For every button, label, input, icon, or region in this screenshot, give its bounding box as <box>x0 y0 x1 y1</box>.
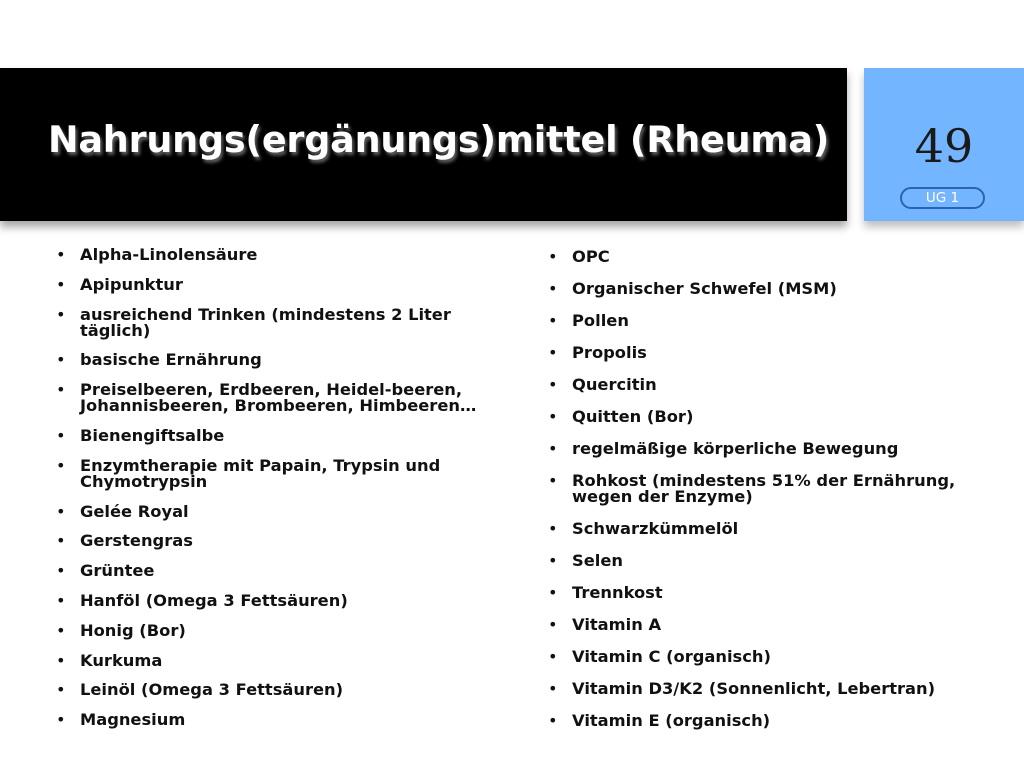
list-item <box>56 712 526 728</box>
bullet-icon: • <box>56 425 66 445</box>
bullet-icon: • <box>56 501 66 521</box>
list-item-text: Vitamin C (organisch) <box>572 647 771 666</box>
list-item-text: Hanföl (Omega 3 Fettsäuren) <box>80 590 348 610</box>
list-item-text: Organischer Schwefel (MSM) <box>572 279 837 298</box>
bullet-icon: • <box>56 650 66 670</box>
list-item-text: Trennkost <box>572 583 663 602</box>
bullet-icon: • <box>548 647 558 666</box>
bullet-icon: • <box>548 343 558 362</box>
list-item-text: Grüntee <box>80 561 155 581</box>
list-item-text: Preiselbeeren, Erdbeeren, Heidel-beeren, Johannisbeeren, Brombeeren, Himbeeren… <box>80 380 477 416</box>
bullet-icon: • <box>56 245 66 264</box>
bullet-icon: • <box>56 380 66 400</box>
list-item <box>548 313 988 329</box>
list-item <box>56 274 526 294</box>
bullet-icon: • <box>56 620 66 640</box>
bullet-icon: • <box>56 561 66 581</box>
list-item <box>548 649 988 665</box>
list-item <box>548 681 988 697</box>
bullet-icon: • <box>56 455 66 475</box>
list-item <box>56 425 526 445</box>
list-item-text: Leinöl (Omega 3 Fettsäuren) <box>80 680 344 700</box>
bullet-icon: • <box>548 615 558 634</box>
list-item-text: ausreichend Trinken (mindestens 2 Liter täglich) <box>80 304 451 340</box>
bullet-icon: • <box>56 531 66 551</box>
slide-number: 49 <box>914 119 974 173</box>
bullet-icon: • <box>548 439 558 458</box>
list-item-text: Gerstengras <box>80 531 193 551</box>
list-item <box>548 617 988 633</box>
bullet-icon: • <box>56 590 66 610</box>
left-bullet-list <box>56 247 526 742</box>
list-item-text: OPC <box>572 247 610 266</box>
bullet-icon: • <box>548 311 558 330</box>
right-bullet-list <box>548 249 988 745</box>
list-item <box>56 382 526 414</box>
bullet-icon: • <box>548 279 558 298</box>
list-item <box>56 650 526 670</box>
list-item-text: Schwarzkümmelöl <box>572 519 739 538</box>
bullet-icon: • <box>548 551 558 570</box>
list-item <box>56 620 526 640</box>
list-item <box>548 409 988 425</box>
list-item-text: Gelée Royal <box>80 501 189 521</box>
bullet-icon: • <box>56 274 66 294</box>
list-item-text: Pollen <box>572 311 629 330</box>
slide-title: Nahrungs(ergänungs)mittel (Rheuma) <box>48 118 830 161</box>
list-item <box>56 352 526 368</box>
list-item <box>56 590 526 610</box>
list-item-text: Vitamin A <box>572 615 662 634</box>
list-item-text: Honig (Bor) <box>80 620 186 640</box>
list-item <box>548 553 988 569</box>
bullet-icon: • <box>548 407 558 426</box>
list-item <box>548 345 988 361</box>
bullet-icon: • <box>548 679 558 698</box>
bullet-icon: • <box>548 711 558 730</box>
list-item-text: Apipunktur <box>80 274 183 294</box>
bullet-icon: • <box>56 304 66 324</box>
list-item-text: Selen <box>572 551 623 570</box>
list-item <box>56 533 526 549</box>
list-item <box>56 304 526 340</box>
list-item <box>548 713 988 729</box>
list-item <box>548 521 988 537</box>
list-item <box>56 247 526 263</box>
list-item <box>56 455 526 491</box>
list-item <box>548 585 988 601</box>
list-item <box>548 473 988 505</box>
list-item <box>548 281 988 297</box>
ug-badge: UG 1 <box>900 187 985 209</box>
list-item <box>56 563 526 579</box>
bullet-icon: • <box>548 471 558 490</box>
list-item-text: Vitamin E (organisch) <box>572 711 771 730</box>
list-item-text: Alpha-Linolensäure <box>80 245 258 264</box>
bullet-icon: • <box>548 247 558 266</box>
list-item-text: Kurkuma <box>80 650 163 670</box>
list-item-text: Magnesium <box>80 710 186 730</box>
bullet-icon: • <box>56 680 66 700</box>
list-item-text: regelmäßige körperliche Bewegung <box>572 439 899 458</box>
list-item-text: Quercitin <box>572 375 657 394</box>
bullet-icon: • <box>56 350 66 370</box>
bullet-icon: • <box>548 519 558 538</box>
bullet-icon: • <box>56 710 66 730</box>
list-item <box>548 377 988 393</box>
list-item <box>56 501 526 521</box>
list-item <box>548 249 988 265</box>
list-item-text: Rohkost (mindestens 51% der Ernährung, wegen der Enzyme) <box>572 471 956 506</box>
list-item-text: Bienengiftsalbe <box>80 425 225 445</box>
bullet-icon: • <box>548 375 558 394</box>
list-item <box>56 682 526 698</box>
list-item-text: Propolis <box>572 343 647 362</box>
list-item-text: Quitten (Bor) <box>572 407 694 426</box>
list-item-text: Vitamin D3/K2 (Sonnenlicht, Lebertran) <box>572 679 936 698</box>
list-item <box>548 441 988 457</box>
bullet-icon: • <box>548 583 558 602</box>
list-item-text: Enzymtherapie mit Papain, Trypsin und Chymotrypsin <box>80 455 441 491</box>
list-item-text: basische Ernährung <box>80 350 262 370</box>
